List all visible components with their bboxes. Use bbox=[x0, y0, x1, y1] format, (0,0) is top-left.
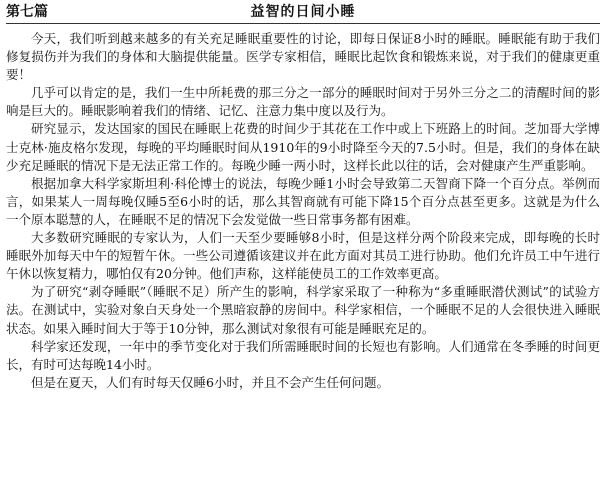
paragraph: 科学家还发现，一年中的季节变化对于我们所需睡眠时间的长短也有影响。人们通常在冬季睡的时间更长，有时可达每晚14小时。 bbox=[6, 338, 600, 372]
paragraph: 今天，我们听到越来越多的有关充足睡眠重要性的讨论，即每日保证8小时的睡眠。睡眠能有助于我们修复损伤并为我们的身体和大脑提供能量。医学专家相信，睡眠比起饮食和锻炼来说，对于我们的健康更重要！ bbox=[6, 31, 600, 83]
article-body bbox=[6, 30, 600, 392]
header-divider bbox=[6, 23, 600, 24]
paragraph: 为了研究“剥夺睡眠”（睡眠不足）所产生的影响，科学家采取了一种称为“多重睡眠潜伏测试”的试验方法。在测试中，实验对象白天身处一个黑暗寂静的房间中。科学家相信，一个睡眠不足的人会很快进入睡眠状态。如果入睡时间大于等于10分钟，那么测试对象很有可能是睡眠充足的。 bbox=[6, 284, 600, 336]
article-title: 益智的日间小睡 bbox=[250, 4, 356, 20]
chapter-label: 第七篇 bbox=[6, 4, 48, 20]
page-header bbox=[6, 2, 600, 30]
paragraph: 根据加拿大科学家斯坦利·科伦博士的说法，每晚少睡1小时会导致第二天智商下降一个百分点。举例而言，如果某人一周每晚仅睡5至6小时的话，那么其智商就有可能下降15个百分点甚至更多。这就是为什么一个原本聪慧的人，在睡眠不足的情况下会发觉做一些日常事务都有困难。 bbox=[6, 175, 600, 227]
paragraph: 但是在夏天，人们有时每天仅睡6小时，并且不会产生任何问题。 bbox=[31, 374, 389, 390]
paragraph: 大多数研究睡眠的专家认为，人们一天至少要睡够8小时，但是这样分两个阶段来完成，即每晚的长时睡眠外加每天中午的短暂午休。一些公司遵循该建议并在此方面对其员工进行协助。他们允许员工中午进行午休以恢复精力，哪怕仅有20分钟。他们声称，这样能使员工的工作效率更高。 bbox=[6, 230, 600, 282]
paragraph: 研究显示，发达国家的国民在睡眠上花费的时间少于其花在工作中或上下班路上的时间。芝加哥大学博士克林·施皮格尔发现，每晚的平均睡眠时间从1910年的9小时降至今天的7.5小时。但是，我们的身体在缺少充足睡眠的情况下是无法正常工作的。每晚少睡一两小时，这样长此以往的话，会对健康产生严重影响。 bbox=[6, 121, 600, 173]
paragraph: 几乎可以肯定的是，我们一生中所耗费的那三分之一部分的睡眠时间对于另外三分之二的清醒时间的影响是巨大的。睡眠影响着我们的情绪、记忆、注意力集中度以及行为。 bbox=[6, 85, 600, 119]
